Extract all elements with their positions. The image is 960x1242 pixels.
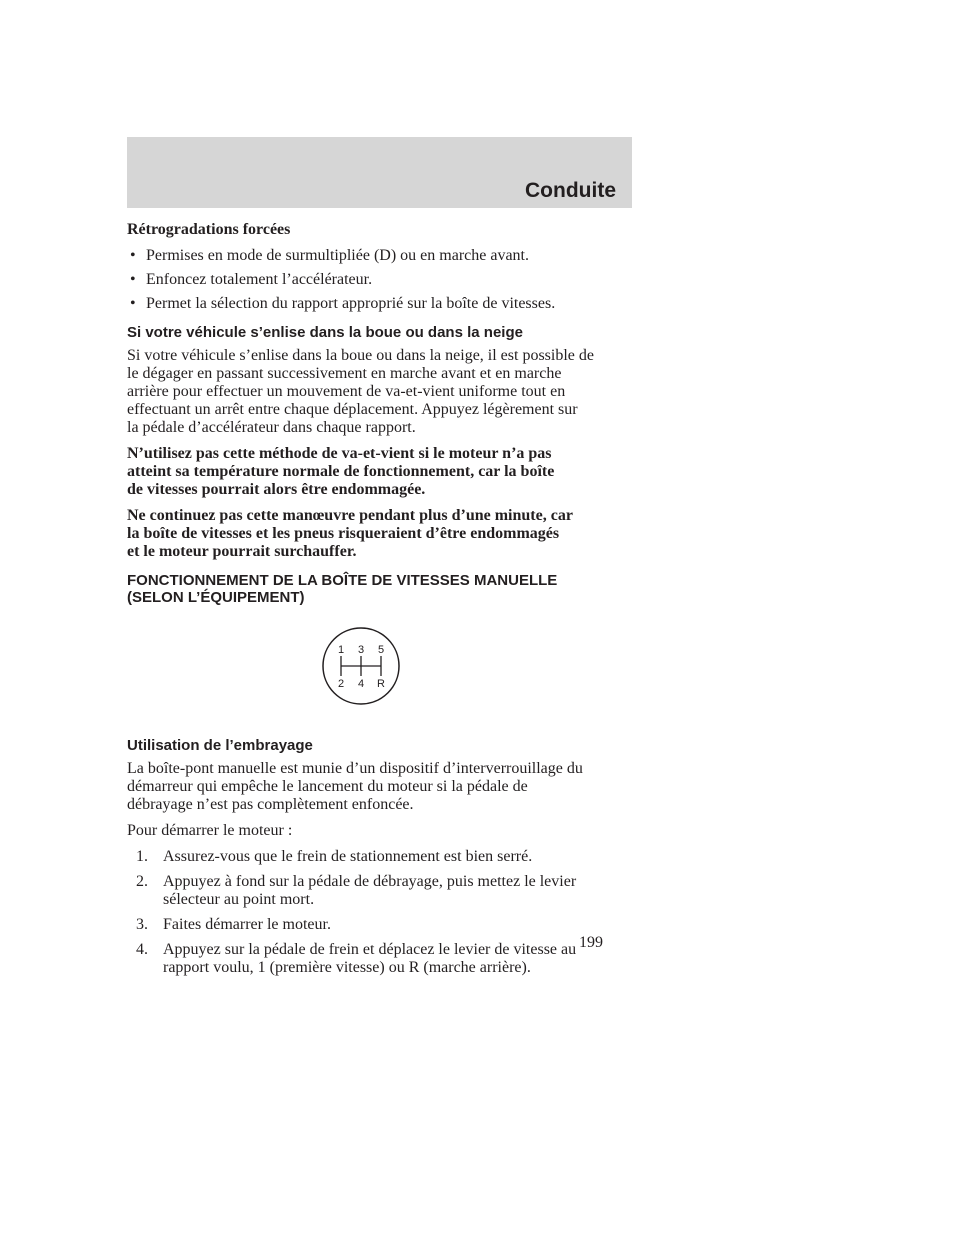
gear-shift-icon xyxy=(321,626,401,706)
list-item: 4. Appuyez sur la pédale de frein et déplacez le levier de vitesse au rapport voulu, 1 (première vitesse) ou R (marche arrière). xyxy=(136,941,577,976)
bullet-icon: • xyxy=(130,271,136,288)
bullet-item xyxy=(127,271,647,289)
heading-forced-downshift: Rétrogradations forcées xyxy=(127,221,291,238)
section-title: Conduite xyxy=(525,179,616,202)
gear-label: 3 xyxy=(357,644,365,656)
bullet-item xyxy=(127,247,647,265)
list-item: 1. Assurez-vous que le frein de stationnement est bien serré. xyxy=(136,848,533,865)
gear-label: R xyxy=(377,678,385,690)
bullet-icon: • xyxy=(130,247,136,264)
page-number: 199 xyxy=(579,934,603,951)
paragraph-stuck-vehicle: Si votre véhicule s’enlise dans la boue ou dans la neige, il est possible de le dégager en passant successivement en marche avant et en marche arrière pour effectuer un mouvement de va-et-vient uniforme tout en effectuant un arrêt entre chaque déplacement. Appuyez légèrement sur la pédale d’accélérateur dans chaque rapport. xyxy=(127,347,594,436)
warning-engine-temperature: N’utilisez pas cette méthode de va-et-vient si le moteur n’a pas atteint sa température normale de fonctionnement, car la boîte de vitesses pourrait alors être endommagée. xyxy=(127,445,555,498)
warning-duration: Ne continuez pas cette manœuvre pendant plus d’une minute, car la boîte de vitesses et les pneus risqueraient d’être endommagés et le moteur pourrait surchauffer. xyxy=(127,507,573,560)
steps-list xyxy=(127,848,647,977)
gear-label: 1 xyxy=(337,644,345,656)
bullet-text: Permet la sélection du rapport approprié sur la boîte de vitesses. xyxy=(146,295,556,312)
heading-clutch: Utilisation de l’embrayage xyxy=(127,737,313,754)
heading-stuck-vehicle: Si votre véhicule s’enlise dans la boue ou dans la neige xyxy=(127,324,523,341)
bullet-text: Permises en mode de surmultipliée (D) ou en marche avant. xyxy=(146,247,529,264)
start-engine-intro: Pour démarrer le moteur : xyxy=(127,822,293,839)
page-content xyxy=(127,221,647,984)
bullet-text: Enfoncez totalement l’accélérateur. xyxy=(146,271,373,288)
bullet-icon: • xyxy=(130,295,136,312)
header-band xyxy=(127,137,632,208)
list-item: 2. Appuyez à fond sur la pédale de débrayage, puis mettez le levier sélecteur au point mort. xyxy=(136,873,577,908)
gear-label: 5 xyxy=(377,644,385,656)
gear-label: 4 xyxy=(357,678,365,690)
bullet-item xyxy=(127,295,647,313)
heading-manual-transmission: FONCTIONNEMENT DE LA BOÎTE DE VITESSES MANUELLE (SELON L’ÉQUIPEMENT) xyxy=(127,572,558,606)
shift-pattern-diagram xyxy=(127,606,647,726)
paragraph-clutch: La boîte-pont manuelle est munie d’un dispositif d’interverrouillage du démarreur qui empêche le lancement du moteur si la pédale de débrayage n’est pas complètement enfoncée. xyxy=(127,760,583,813)
list-item: 3. Faites démarrer le moteur. xyxy=(136,916,331,933)
gear-label: 2 xyxy=(337,678,345,690)
